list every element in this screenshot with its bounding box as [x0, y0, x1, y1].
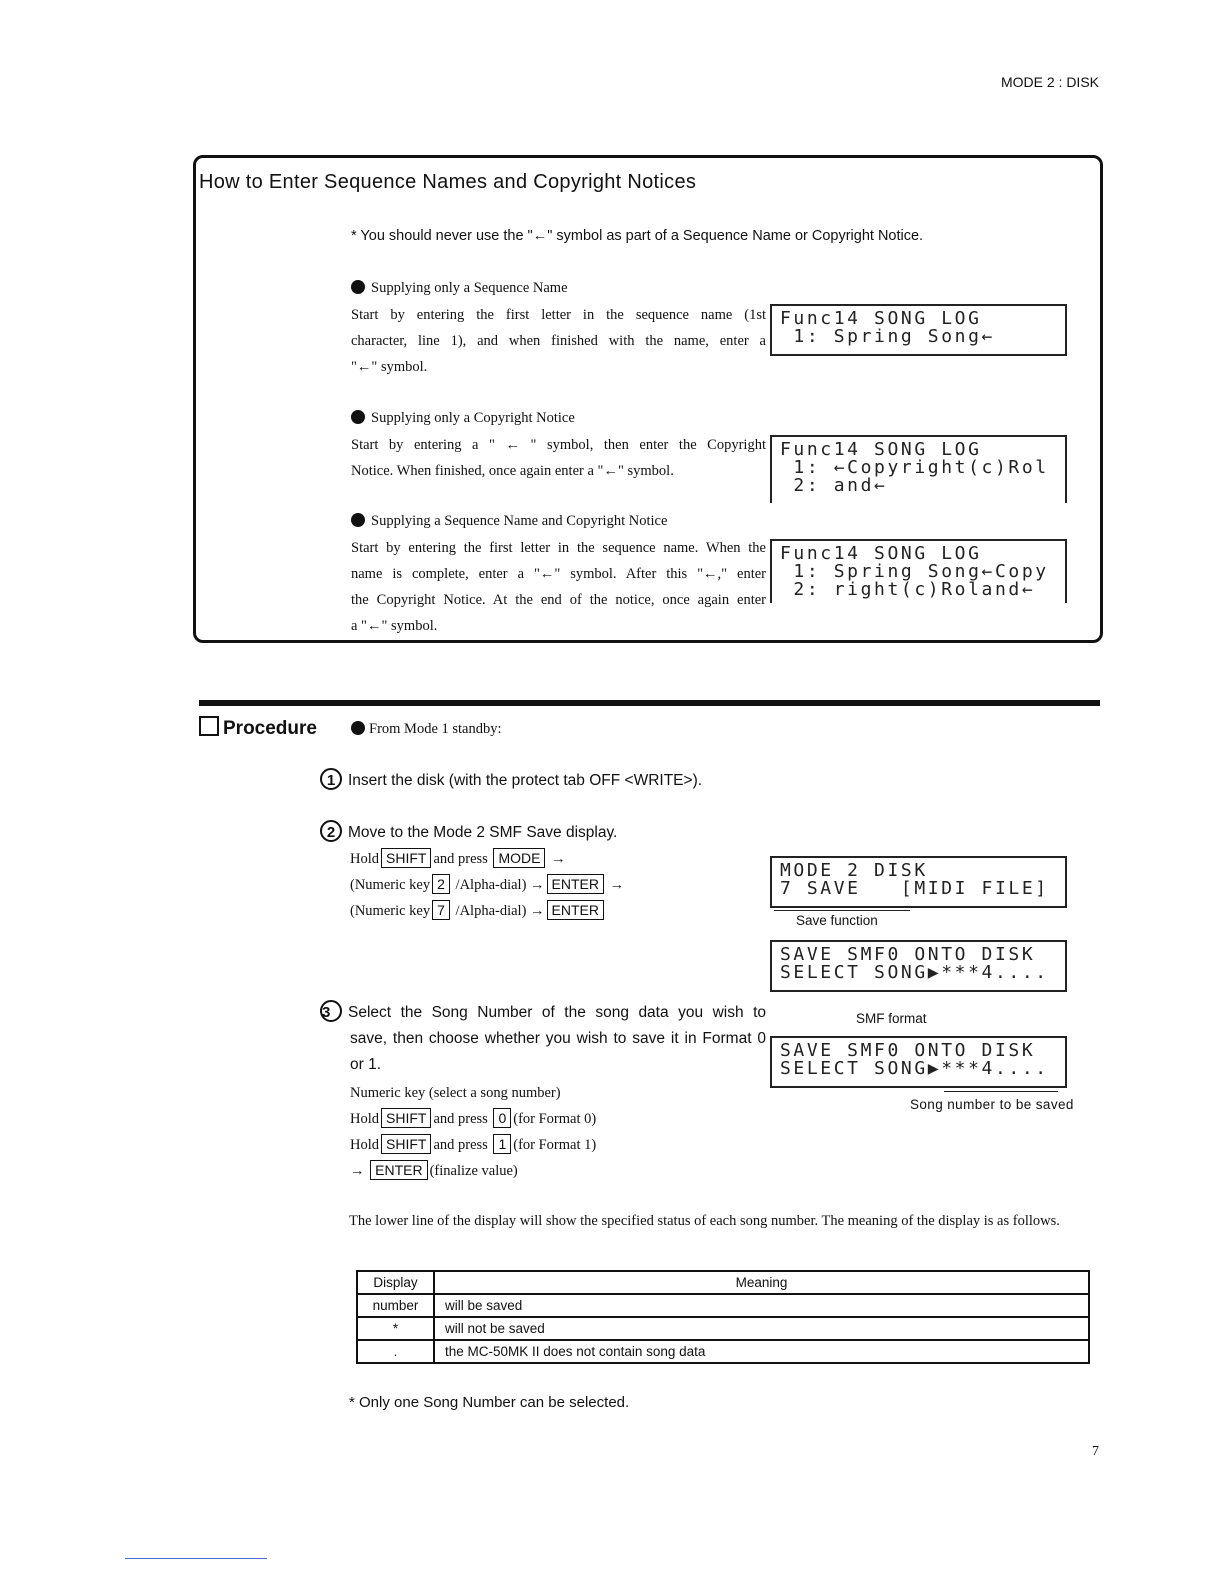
- lcd-display: SAVE SMF0 ONTO DISK SELECT SONG▶***4....: [770, 1036, 1067, 1088]
- explanation-text: The lower line of the display will show the specified status of each song number. The meaning of the display is as follows.: [349, 1213, 1060, 1229]
- table-cell: .: [357, 1340, 434, 1363]
- step-1: 1 Insert the disk (with the protect tab OFF <WRITE>).: [320, 768, 702, 790]
- enter-key: ENTER: [547, 874, 604, 894]
- step-number: 2: [320, 820, 342, 842]
- table-header: Meaning: [434, 1271, 1089, 1294]
- enter-key: ENTER: [370, 1160, 427, 1180]
- table-cell: the MC-50MK II does not contain song data: [434, 1340, 1089, 1363]
- lcd-display: Func14 SONG LOG 1: Spring Song←Copy 2: right(c)Roland←: [770, 539, 1067, 603]
- lcd-caption: Save function: [796, 913, 878, 928]
- shift-key: SHIFT: [381, 1108, 431, 1128]
- footer-line: [125, 1558, 267, 1559]
- section-text: Start by entering a " ← " symbol, then enter the Copyright Notice. When finished, once again enter a "←" symbol.: [351, 437, 766, 479]
- mode-key: MODE: [493, 848, 545, 868]
- howto-title: How to Enter Sequence Names and Copyright Notices: [199, 171, 697, 193]
- lcd-caption: SMF format: [856, 1011, 927, 1026]
- numeric-key-0: 0: [493, 1108, 511, 1128]
- bullet-icon: [351, 513, 365, 527]
- bullet-icon: [351, 280, 365, 294]
- lcd-display: Func14 SONG LOG 1: Spring Song←: [770, 304, 1067, 356]
- table-row: [357, 1294, 1089, 1317]
- numeric-key-1: 1: [493, 1134, 511, 1154]
- lcd-display: MODE 2 DISK 7 SAVE [MIDI FILE]: [770, 856, 1067, 908]
- table-header-row: [357, 1271, 1089, 1294]
- procedure-title: Procedure: [199, 716, 317, 740]
- howto-note: * You should never use the "←" symbol as part of a Sequence Name or Copyright Notice.: [351, 228, 924, 244]
- step-3: 3 Select the Song Number of the song data you wish to save, then choose whether you wish to save it in Format 0 or 1.: [320, 1000, 766, 1078]
- page-header: MODE 2 : DISK: [1000, 74, 1099, 90]
- lcd-display: Func14 SONG LOG 1: ←Copyright(c)Rol 2: and←: [770, 435, 1067, 503]
- table-row: [357, 1340, 1089, 1363]
- procedure-from: From Mode 1 standby:: [351, 721, 502, 738]
- table-row: [357, 1317, 1089, 1340]
- table-cell: will be saved: [434, 1294, 1089, 1317]
- footnote: * Only one Song Number can be selected.: [349, 1394, 630, 1411]
- key-sequence: Hold SHIFT and press MODE → (Numeric key 2 /Alpha-dial) → ENTER → (Numeric key 7 /Alpha-dial) → ENTER: [350, 850, 625, 919]
- step-2: 2 Move to the Mode 2 SMF Save display.: [320, 820, 617, 842]
- meaning-table: [356, 1270, 1090, 1364]
- section-heading: Supplying only a Sequence Name: [351, 280, 568, 297]
- enter-key: ENTER: [547, 900, 604, 920]
- numeric-key-7: 7: [432, 900, 450, 920]
- step-number: 3: [320, 1000, 342, 1022]
- section-text: Start by entering the first letter in the sequence name (1st character, line 1), and when finished with the name, enter a "←" symbol.: [351, 307, 766, 375]
- bullet-icon: [351, 721, 365, 735]
- lcd-caption: Song number to be saved: [910, 1097, 1074, 1112]
- table-header: Display: [357, 1271, 434, 1294]
- lcd-display: SAVE SMF0 ONTO DISK SELECT SONG▶***4....: [770, 940, 1067, 992]
- key-sequence: Numeric key (select a song number) Hold SHIFT and press 0 (for Format 0) Hold SHIFT and press 1 (for Format 1) → ENTER (finalize value): [350, 1085, 597, 1179]
- caption-line: [944, 1091, 1058, 1092]
- table-cell: *: [357, 1317, 434, 1340]
- section-heading: Supplying only a Copyright Notice: [351, 410, 575, 427]
- shift-key: SHIFT: [381, 1134, 431, 1154]
- section-text: Start by entering the first letter in the sequence name. When the name is complete, enter a "←" symbol. After this "←," enter the Copyright Notice. At the end of the notice, once again enter a "←" symbol.: [351, 540, 766, 634]
- checkbox-square-icon: [199, 716, 219, 736]
- numeric-key-2: 2: [432, 874, 450, 894]
- step-number: 1: [320, 768, 342, 790]
- section-heading: Supplying a Sequence Name and Copyright Notice: [351, 513, 667, 530]
- table-cell: will not be saved: [434, 1317, 1089, 1340]
- shift-key: SHIFT: [381, 848, 431, 868]
- table-cell: number: [357, 1294, 434, 1317]
- page-number: 7: [1092, 1444, 1099, 1459]
- section-divider: [199, 700, 1100, 706]
- bullet-icon: [351, 410, 365, 424]
- caption-line: [774, 910, 910, 911]
